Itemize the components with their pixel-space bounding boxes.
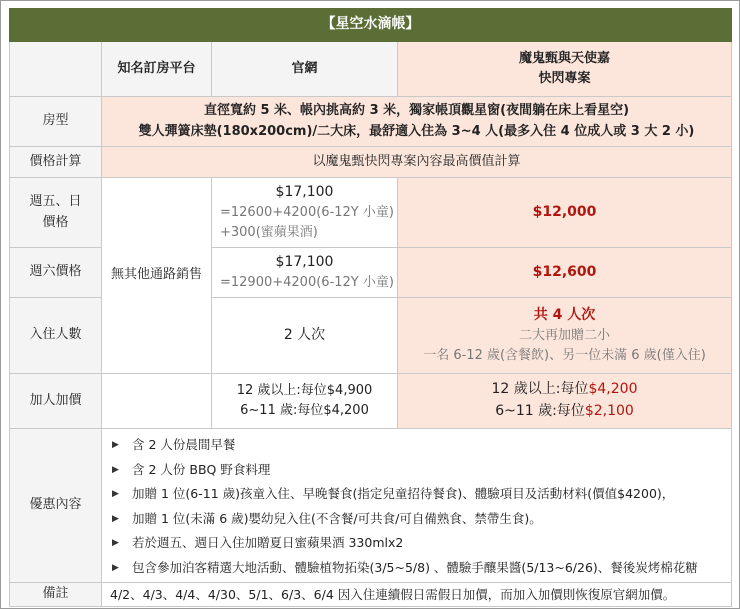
room-type-label: 房型 — [10, 97, 102, 147]
list-item — [112, 556, 731, 581]
comparison-table — [9, 8, 732, 607]
saturday-official-detail: =12900+4200(6-12Y 小童) — [220, 275, 394, 291]
triangle-bullet-icon: ▶ — [112, 513, 119, 524]
triangle-bullet-icon: ▶ — [112, 538, 119, 548]
list-item — [112, 433, 731, 458]
guests-special-main: 共 4 人次 — [533, 306, 596, 323]
saturday-official — [212, 248, 398, 298]
extra-official-line2: 6~11 歲:每位$4,200 — [240, 403, 369, 418]
benefit-text: 加贈 1 位(未滿 6 歲)嬰幼兒入住(不含餐/可共食/可自備熟食、禁帶生食)。 — [132, 510, 542, 526]
guests-special-sub1: 二大再加贈二小 — [518, 328, 610, 344]
remarks-value: 4/2、4/3、4/4、4/30、5/1、6/3、6/4 因入住連續假日需假日加價，而加入加價則恢復原官網加價。 — [102, 583, 732, 607]
extra-special-line1-price: $4,200 — [588, 381, 638, 398]
extra-special — [398, 374, 732, 429]
benefits-content — [102, 429, 732, 583]
weekend-official-detail1: =12600+4200(6-12Y 小童) — [220, 205, 394, 221]
benefits-list — [102, 429, 731, 582]
extra-special-line1-prefix: 12 歲以上:每位 — [491, 381, 589, 398]
weekend-label-line1: 週五、日 — [29, 194, 82, 210]
weekend-official-price: $17,100 — [275, 183, 334, 200]
benefit-text: 若於週五、週日入住加贈夏日蜜蘋果酒 330mlx2 — [132, 535, 404, 550]
list-item — [112, 531, 731, 556]
header-official: 官網 — [212, 42, 398, 97]
weekend-label-line2: 價格 — [42, 214, 69, 230]
extra-special-line1 — [398, 379, 731, 401]
room-type-value — [102, 97, 732, 147]
saturday-official-price: $17,100 — [275, 253, 334, 270]
guests-official: 2 人次 — [212, 298, 398, 374]
price-calc-value: 以魔鬼甄快閃專案內容最高價值計算 — [102, 147, 732, 178]
extra-label: 加人加價 — [10, 374, 102, 429]
triangle-bullet-icon: ▶ — [112, 489, 119, 499]
extra-special-line2-prefix: 6~11 歲:每位 — [495, 403, 585, 419]
weekend-official-detail2: +300(蜜蘋果酒) — [220, 225, 318, 241]
room-type-line1: 直徑寬約 5 米、帳內挑高約 3 米，獨家帳頂觀星窗(夜間躺在床上看星空) — [203, 103, 630, 119]
benefit-text: 包含參加泊客精選大地活動、體驗植物拓染(3/5~5/8) 、體驗手釀果醬(5/13~6/26)、餐後炭烤棉花糖 — [132, 559, 698, 575]
benefits-label: 優惠內容 — [10, 429, 102, 583]
list-item — [112, 507, 731, 532]
weekend-label — [10, 178, 102, 248]
benefit-text: 含 2 人份 BBQ 野食料理 — [132, 461, 271, 477]
price-calc-label: 價格計算 — [10, 147, 102, 178]
header-platform: 知名訂房平台 — [102, 42, 212, 97]
benefit-text: 含 2 人份晨間早餐 — [132, 437, 236, 452]
list-item — [112, 482, 731, 507]
saturday-label: 週六價格 — [10, 248, 102, 298]
header-special — [398, 42, 732, 97]
header-special-line1: 魔鬼甄與天使嘉 — [518, 50, 610, 66]
extra-special-line2-price: $2,100 — [584, 403, 634, 419]
triangle-bullet-icon: ▶ — [112, 464, 119, 475]
guests-special-sub2: 一名 6-12 歲(含餐飲)、另一位未滿 6 歲(僅入住) — [423, 348, 706, 364]
benefit-text: 加贈 1 位(6-11 歲)孩童入住、早晚餐食(指定兒童招待餐食)、體驗項目及活動材料(價值$4200)， — [132, 486, 675, 501]
saturday-special-price: $12,600 — [398, 248, 732, 298]
guests-label: 入住人數 — [10, 298, 102, 374]
room-type-line2: 雙人彈簧床墊(180x200cm)/二大床，最舒適入住為 3~4 人(最多入住 4 位成人或 3 大 2 小) — [138, 123, 695, 139]
extra-official-line1: 12 歲以上:每位$4,900 — [236, 382, 373, 398]
weekend-official — [212, 178, 398, 248]
extra-official — [212, 374, 398, 429]
triangle-bullet-icon: ▶ — [112, 440, 119, 450]
extra-platform-empty — [102, 374, 212, 429]
weekend-special-price: $12,000 — [398, 178, 732, 248]
table-title: 【星空水滴帳】 — [10, 9, 732, 42]
header-empty — [10, 42, 102, 97]
extra-special-line2 — [398, 401, 731, 423]
platform-note: 無其他通路銷售 — [102, 178, 212, 374]
triangle-bullet-icon: ▶ — [112, 562, 119, 573]
remarks-label: 備註 — [10, 583, 102, 607]
guests-special — [398, 298, 732, 374]
list-item — [112, 458, 731, 483]
header-special-line2: 快閃專案 — [538, 71, 591, 86]
